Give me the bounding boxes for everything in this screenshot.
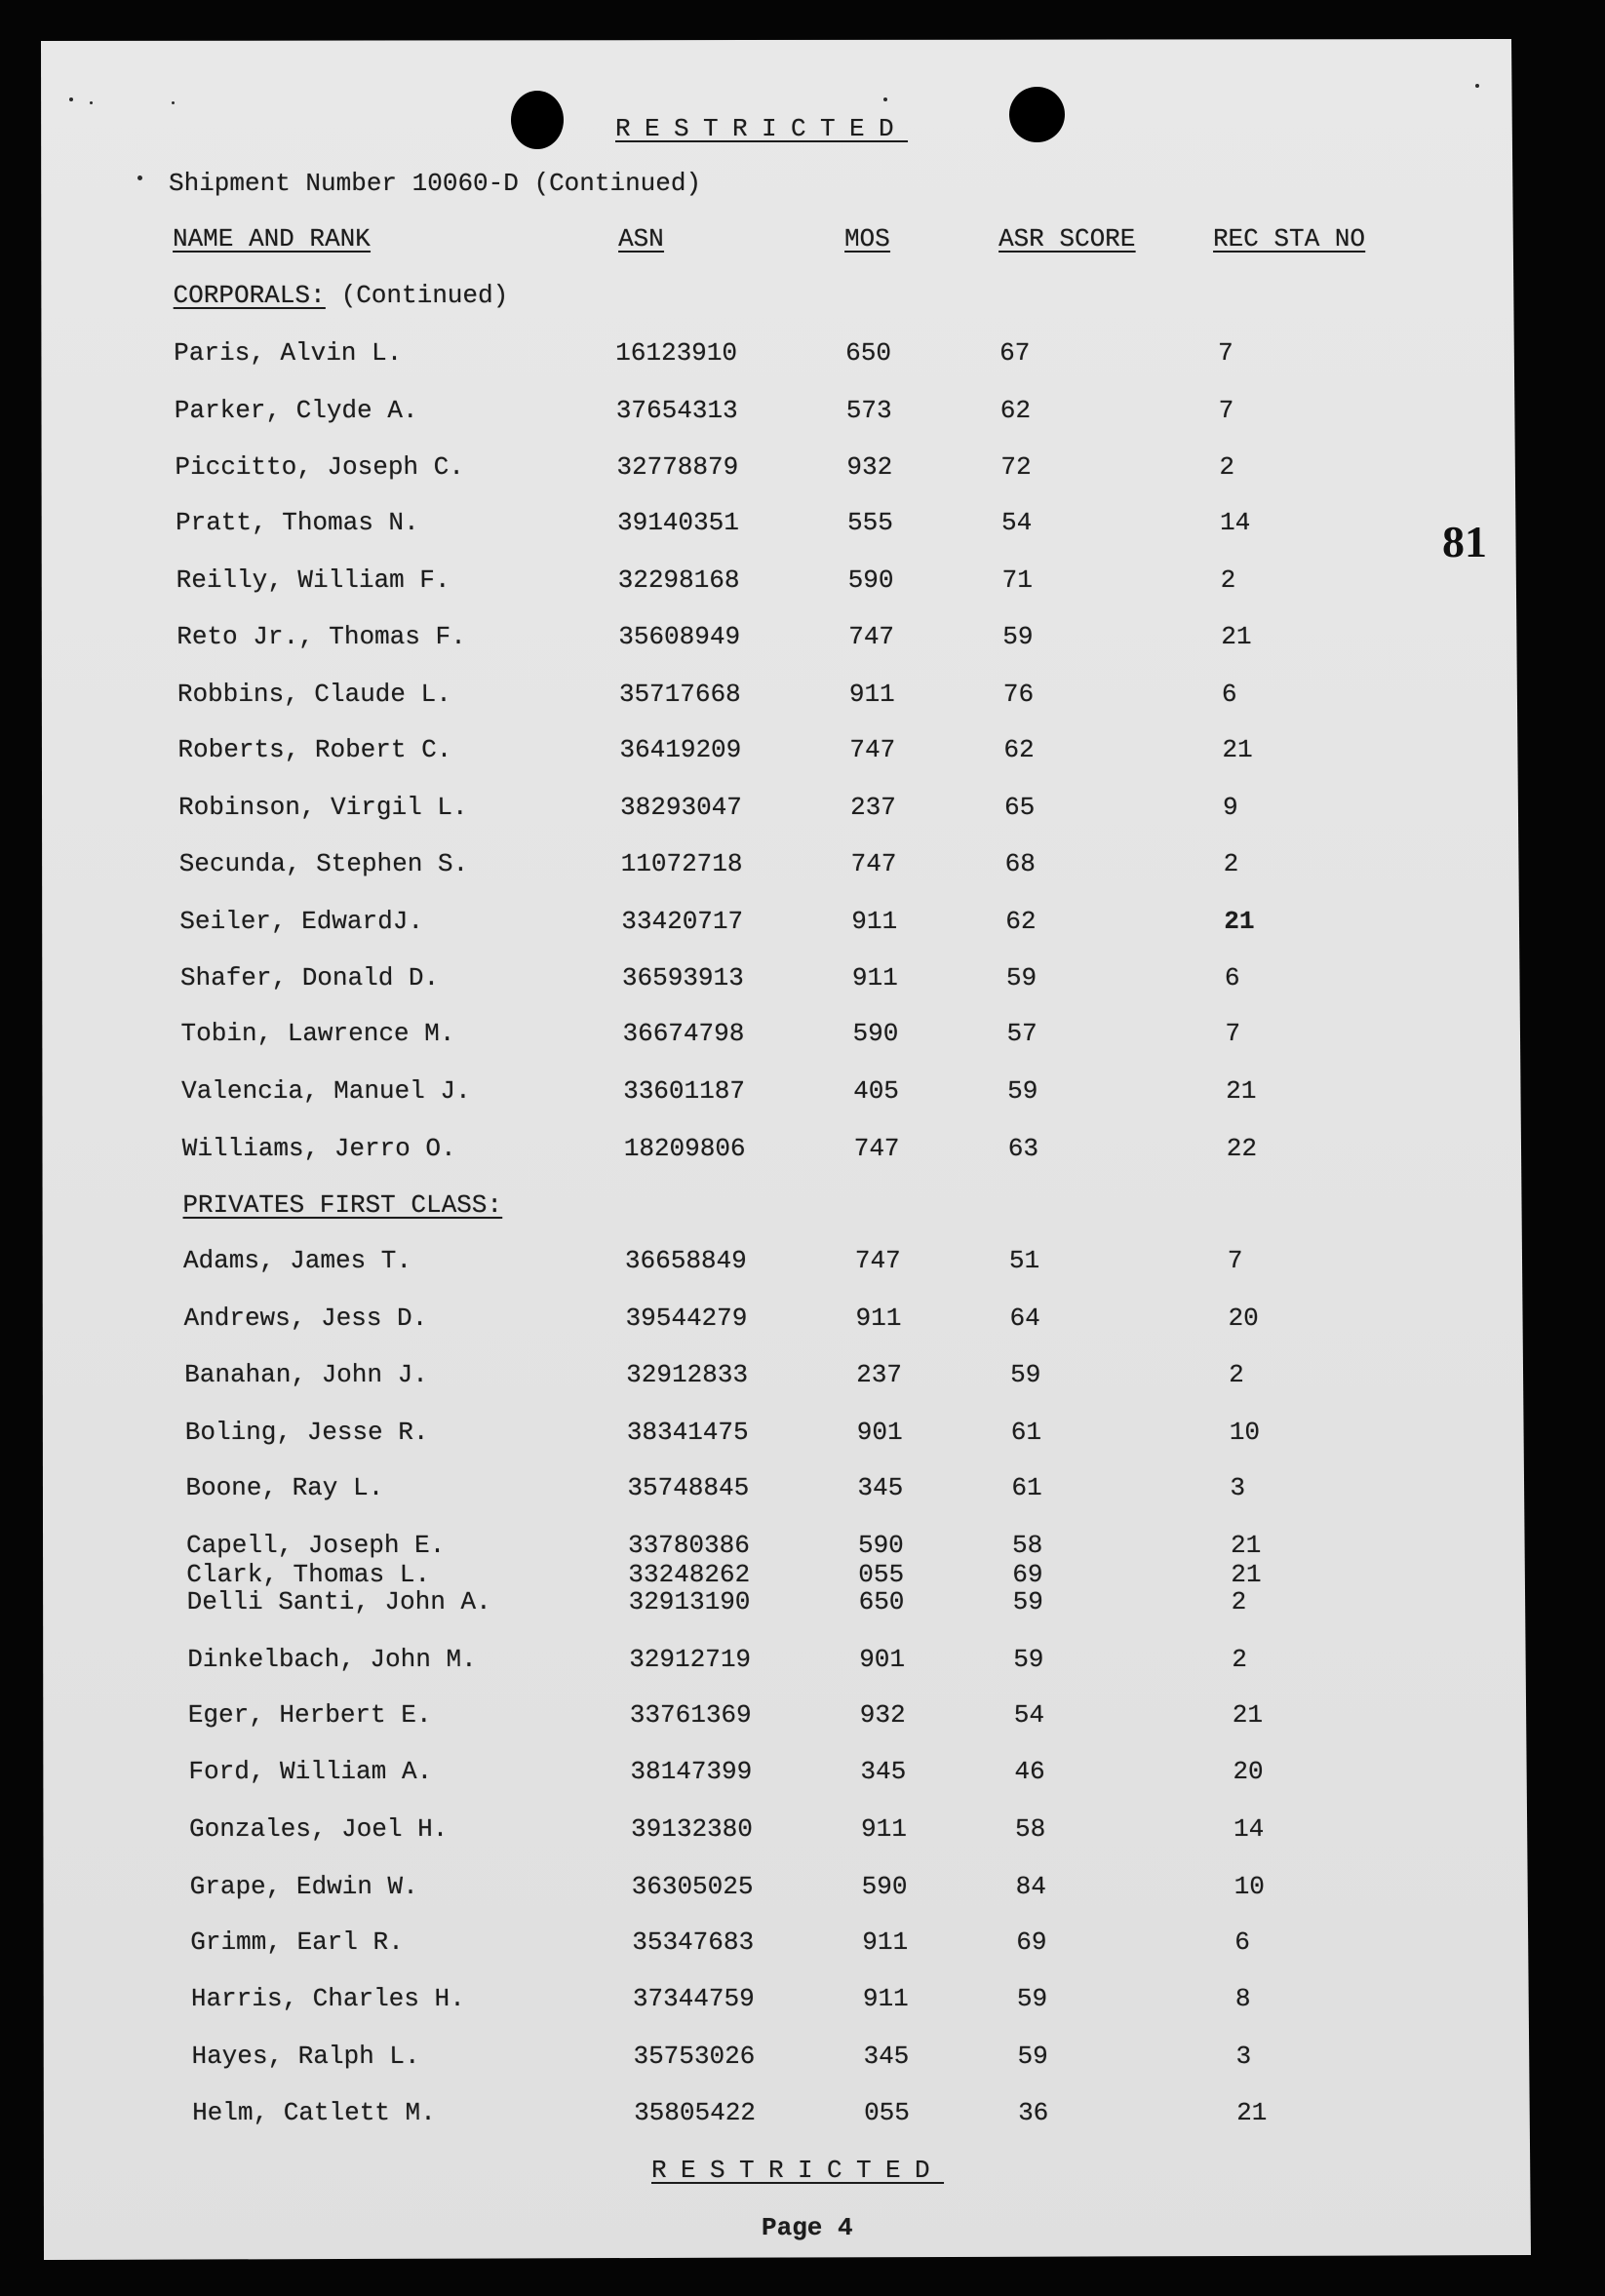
rec-sta-no-cell: 14 — [1219, 508, 1251, 537]
table-row — [5, 680, 1605, 709]
mos-cell: 911 — [855, 1304, 902, 1333]
name-rank-cell: Williams, Jerro O. — [181, 1134, 456, 1163]
column-header-asn: ASN — [617, 224, 664, 253]
asn-cell: 38147399 — [630, 1757, 753, 1786]
table-row — [13, 1473, 1605, 1502]
table-row — [4, 622, 1605, 651]
asn-cell: 32298168 — [617, 565, 740, 595]
asr-score-cell: 57 — [1006, 1019, 1037, 1048]
asr-score-cell: 76 — [1002, 680, 1035, 709]
rec-sta-no-cell: 10 — [1229, 1418, 1261, 1447]
section-title: CORPORALS: — [173, 281, 326, 310]
asr-score-cell: 36 — [1017, 2098, 1049, 2127]
asn-cell: 11072718 — [620, 849, 743, 878]
asn-cell: 33420717 — [621, 907, 744, 936]
asn-cell: 35805422 — [633, 2098, 757, 2127]
asn-cell: 36593913 — [621, 963, 744, 992]
rec-sta-no-cell: 21 — [1232, 1700, 1264, 1730]
name-rank-cell: Boone, Ray L. — [185, 1473, 384, 1502]
rec-sta-no-cell: 2 — [1229, 1360, 1244, 1389]
rec-sta-no-cell: 21 — [1231, 1560, 1262, 1589]
section-note: (Continued) — [340, 281, 509, 310]
name-rank-cell: Roberts, Robert C. — [177, 735, 452, 764]
rec-sta-no-cell: 3 — [1235, 2042, 1252, 2071]
mos-cell: 650 — [858, 1587, 905, 1616]
asr-score-cell: 59 — [1013, 1645, 1044, 1674]
name-rank-cell: Reto Jr., Thomas F. — [176, 622, 466, 651]
mos-cell: 932 — [846, 452, 893, 482]
rec-sta-no-cell: 20 — [1233, 1757, 1264, 1786]
table-row — [18, 1927, 1605, 1957]
asn-cell: 35347683 — [632, 1927, 755, 1957]
column-header-asr-score: ASR SCORE — [998, 224, 1136, 253]
asn-cell: 35608949 — [618, 622, 741, 651]
page-number: Page 4 — [762, 2213, 853, 2242]
name-rank-cell: Robbins, Claude L. — [176, 680, 451, 709]
asr-score-cell: 69 — [1016, 1927, 1047, 1957]
asr-score-cell: 62 — [999, 396, 1032, 425]
asn-cell: 33780386 — [627, 1531, 751, 1560]
asr-score-cell: 68 — [1004, 849, 1037, 878]
name-rank-cell: Helm, Catlett M. — [191, 2098, 436, 2127]
name-rank-cell: Paris, Alvin L. — [174, 338, 403, 368]
asn-cell: 35753026 — [633, 2042, 756, 2071]
name-rank-cell: Clark, Thomas L. — [186, 1560, 431, 1589]
table-row — [9, 1076, 1605, 1106]
asn-cell: 32912833 — [626, 1360, 749, 1389]
name-rank-cell: Reilly, William F. — [176, 565, 450, 595]
asn-cell: 37344759 — [632, 1984, 755, 2013]
mos-cell: 932 — [859, 1700, 906, 1730]
rec-sta-no-cell: 21 — [1230, 1531, 1262, 1560]
name-rank-cell: Eger, Herbert E. — [187, 1700, 432, 1730]
asr-score-cell: 51 — [1008, 1246, 1040, 1275]
asn-cell: 38341475 — [626, 1418, 749, 1447]
rec-sta-no-cell: 2 — [1220, 565, 1236, 595]
asn-cell: 39140351 — [616, 508, 740, 537]
name-rank-cell: Piccitto, Joseph C. — [175, 452, 465, 482]
asn-cell: 35748845 — [627, 1473, 750, 1502]
mos-cell: 405 — [852, 1076, 900, 1106]
rec-sta-no-cell: 2 — [1219, 452, 1235, 482]
mos-cell: 911 — [848, 680, 895, 709]
rec-sta-no-cell: 21 — [1222, 735, 1253, 764]
rec-sta-no-cell: 21 — [1225, 1076, 1257, 1106]
rec-sta-no-cell: 21 — [1224, 907, 1255, 936]
rec-sta-no-cell: 21 — [1235, 2098, 1268, 2127]
asr-score-cell: 62 — [1003, 735, 1035, 764]
asr-score-cell: 59 — [1017, 2042, 1048, 2071]
asr-score-cell: 59 — [1005, 963, 1037, 992]
classification-header: RESTRICTED — [615, 114, 909, 143]
table-row — [14, 1587, 1605, 1616]
asr-score-cell: 71 — [1001, 565, 1034, 595]
name-rank-cell: Banahan, John J. — [184, 1360, 428, 1389]
name-rank-cell: Harris, Charles H. — [190, 1984, 465, 2013]
asn-cell: 36674798 — [622, 1019, 745, 1048]
rec-sta-no-cell: 6 — [1234, 1927, 1251, 1957]
rec-sta-no-cell: 20 — [1228, 1304, 1259, 1333]
mos-cell: 911 — [862, 1984, 909, 2013]
classification-footer: RESTRICTED — [651, 2156, 945, 2185]
asr-score-cell: 59 — [1010, 1360, 1041, 1389]
mos-cell: 747 — [853, 1134, 900, 1163]
mos-cell: 055 — [863, 2098, 911, 2127]
asr-score-cell: 61 — [1011, 1473, 1042, 1502]
name-rank-cell: Boling, Jesse R. — [184, 1418, 429, 1447]
asr-score-cell: 69 — [1012, 1560, 1043, 1589]
table-row — [14, 1560, 1605, 1589]
column-header-row — [0, 224, 1605, 253]
table-row — [16, 1700, 1605, 1730]
asn-cell: 36658849 — [624, 1246, 747, 1275]
name-rank-cell: Grape, Edwin W. — [189, 1872, 418, 1901]
asr-score-cell: 64 — [1009, 1304, 1040, 1333]
mos-cell: 911 — [860, 1814, 908, 1844]
name-rank-cell: Shafer, Donald D. — [179, 963, 440, 992]
mos-cell: 237 — [856, 1360, 903, 1389]
name-rank-cell: Gonzales, Joel H. — [188, 1814, 449, 1844]
asr-score-cell: 65 — [1003, 793, 1036, 822]
asr-score-cell: 72 — [1000, 452, 1032, 482]
rec-sta-no-cell: 9 — [1222, 793, 1238, 822]
rec-sta-no-cell: 8 — [1234, 1984, 1251, 2013]
asn-cell: 36419209 — [619, 735, 742, 764]
section-title: PRIVATES FIRST CLASS: — [182, 1190, 503, 1220]
asn-cell: 32912719 — [629, 1645, 752, 1674]
table-row — [11, 1304, 1605, 1333]
name-rank-cell: Capell, Joseph E. — [185, 1531, 446, 1560]
name-rank-cell: Seiler, EdwardJ. — [179, 907, 424, 936]
asr-score-cell: 63 — [1007, 1134, 1039, 1163]
name-rank-cell: Parker, Clyde A. — [174, 396, 418, 425]
mos-cell: 590 — [847, 565, 894, 595]
asn-cell: 18209806 — [623, 1134, 746, 1163]
mos-cell: 901 — [859, 1645, 906, 1674]
table-row — [1, 338, 1605, 368]
name-rank-cell: Hayes, Ralph L. — [191, 2042, 420, 2071]
rec-sta-no-cell: 6 — [1224, 963, 1240, 992]
mos-cell: 345 — [860, 1757, 907, 1786]
table-row — [20, 2098, 1605, 2127]
name-rank-cell: Adams, James T. — [182, 1246, 412, 1275]
asn-cell: 32778879 — [616, 452, 739, 482]
asr-score-cell: 62 — [1005, 907, 1037, 936]
margin-page-note: 81 — [1442, 517, 1487, 566]
mos-cell: 237 — [849, 793, 897, 822]
mos-cell: 055 — [858, 1560, 905, 1589]
asr-score-cell: 61 — [1010, 1418, 1042, 1447]
asr-score-cell: 84 — [1015, 1872, 1047, 1901]
rec-sta-no-cell: 7 — [1218, 396, 1234, 425]
table-row — [19, 1984, 1605, 2013]
asr-score-cell: 67 — [999, 338, 1031, 368]
rec-sta-no-cell: 2 — [1223, 849, 1239, 878]
asr-score-cell: 46 — [1014, 1757, 1045, 1786]
section-heading-corporals — [173, 281, 508, 310]
rec-sta-no-cell: 7 — [1227, 1246, 1243, 1275]
rec-sta-no-cell: 10 — [1233, 1872, 1266, 1901]
table-row — [10, 1134, 1605, 1163]
table-row — [11, 1246, 1605, 1275]
asn-cell: 35717668 — [618, 680, 741, 709]
name-rank-cell: Ford, William A. — [188, 1757, 433, 1786]
mos-cell: 911 — [862, 1927, 909, 1957]
table-row — [3, 508, 1605, 537]
rec-sta-no-cell: 7 — [1218, 338, 1233, 368]
rec-sta-no-cell: 2 — [1232, 1645, 1248, 1674]
table-row — [6, 793, 1605, 822]
name-rank-cell: Tobin, Lawrence M. — [180, 1019, 455, 1048]
asn-cell: 39544279 — [625, 1304, 748, 1333]
asr-score-cell: 59 — [1006, 1076, 1038, 1106]
table-row — [14, 1531, 1605, 1560]
mos-cell: 345 — [863, 2042, 910, 2071]
name-rank-cell: Delli Santi, John A. — [186, 1587, 491, 1616]
table-row — [17, 1814, 1605, 1844]
mos-cell: 590 — [852, 1019, 899, 1048]
name-rank-cell: Valencia, Manuel J. — [180, 1076, 471, 1106]
asn-cell: 38293047 — [619, 793, 743, 822]
table-row — [8, 1019, 1605, 1048]
mos-cell: 911 — [851, 907, 898, 936]
table-row — [18, 1872, 1605, 1901]
table-row — [2, 396, 1605, 425]
mos-cell: 747 — [854, 1246, 901, 1275]
asn-cell: 33601187 — [622, 1076, 746, 1106]
rec-sta-no-cell: 3 — [1230, 1473, 1246, 1502]
asr-score-cell: 59 — [1016, 1984, 1048, 2013]
column-header-name-rank: NAME AND RANK — [172, 224, 372, 253]
mos-cell: 555 — [846, 508, 894, 537]
table-row — [4, 565, 1605, 595]
table-row — [5, 735, 1605, 764]
rec-sta-no-cell: 21 — [1221, 622, 1252, 651]
asn-cell: 39132380 — [630, 1814, 754, 1844]
asn-cell: 37654313 — [615, 396, 738, 425]
mos-cell: 747 — [850, 849, 897, 878]
name-rank-cell: Secunda, Stephen S. — [178, 849, 469, 878]
asr-score-cell: 59 — [1012, 1587, 1044, 1616]
asr-score-cell: 54 — [1000, 508, 1033, 537]
asr-score-cell: 58 — [1011, 1531, 1043, 1560]
asr-score-cell: 54 — [1013, 1700, 1045, 1730]
table-row — [2, 452, 1605, 482]
asn-cell: 33761369 — [629, 1700, 752, 1730]
asn-cell: 33248262 — [628, 1560, 751, 1589]
table-row — [7, 849, 1605, 878]
table-row — [12, 1360, 1605, 1389]
asn-cell: 32913190 — [628, 1587, 751, 1616]
name-rank-cell: Andrews, Jess D. — [183, 1304, 428, 1333]
rec-sta-no-cell: 6 — [1221, 680, 1237, 709]
mos-cell: 590 — [857, 1531, 905, 1560]
asr-score-cell: 58 — [1014, 1814, 1046, 1844]
name-rank-cell: Robinson, Virgil L. — [177, 793, 468, 822]
rec-sta-no-cell: 22 — [1226, 1134, 1258, 1163]
rec-sta-no-cell: 14 — [1233, 1814, 1265, 1844]
section-heading-privates-first-class — [182, 1190, 502, 1220]
shipment-title: Shipment Number 10060-D (Continued) — [169, 169, 702, 198]
column-header-mos: MOS — [843, 224, 890, 253]
asr-score-cell: 59 — [1002, 622, 1034, 651]
mos-cell: 573 — [845, 396, 892, 425]
rec-sta-no-cell: 7 — [1225, 1019, 1241, 1048]
table-row — [15, 1645, 1605, 1674]
column-header-rec-sta-no: REC STA NO — [1212, 224, 1366, 253]
mos-cell: 345 — [857, 1473, 904, 1502]
table-row — [7, 907, 1605, 936]
table-row — [19, 2042, 1605, 2071]
mos-cell: 911 — [851, 963, 898, 992]
mos-cell: 650 — [845, 338, 892, 368]
mos-cell: 747 — [849, 735, 896, 764]
name-rank-cell: Dinkelbach, John M. — [187, 1645, 477, 1674]
asn-cell: 36305025 — [631, 1872, 754, 1901]
table-row — [16, 1757, 1605, 1786]
name-rank-cell: Pratt, Thomas N. — [175, 508, 419, 537]
asn-cell: 16123910 — [615, 338, 738, 368]
mos-cell: 590 — [861, 1872, 908, 1901]
mos-cell: 901 — [856, 1418, 903, 1447]
mos-cell: 747 — [848, 622, 895, 651]
table-row — [8, 963, 1605, 992]
name-rank-cell: Grimm, Earl R. — [190, 1927, 404, 1957]
rec-sta-no-cell: 2 — [1231, 1587, 1247, 1616]
table-row — [13, 1418, 1605, 1447]
